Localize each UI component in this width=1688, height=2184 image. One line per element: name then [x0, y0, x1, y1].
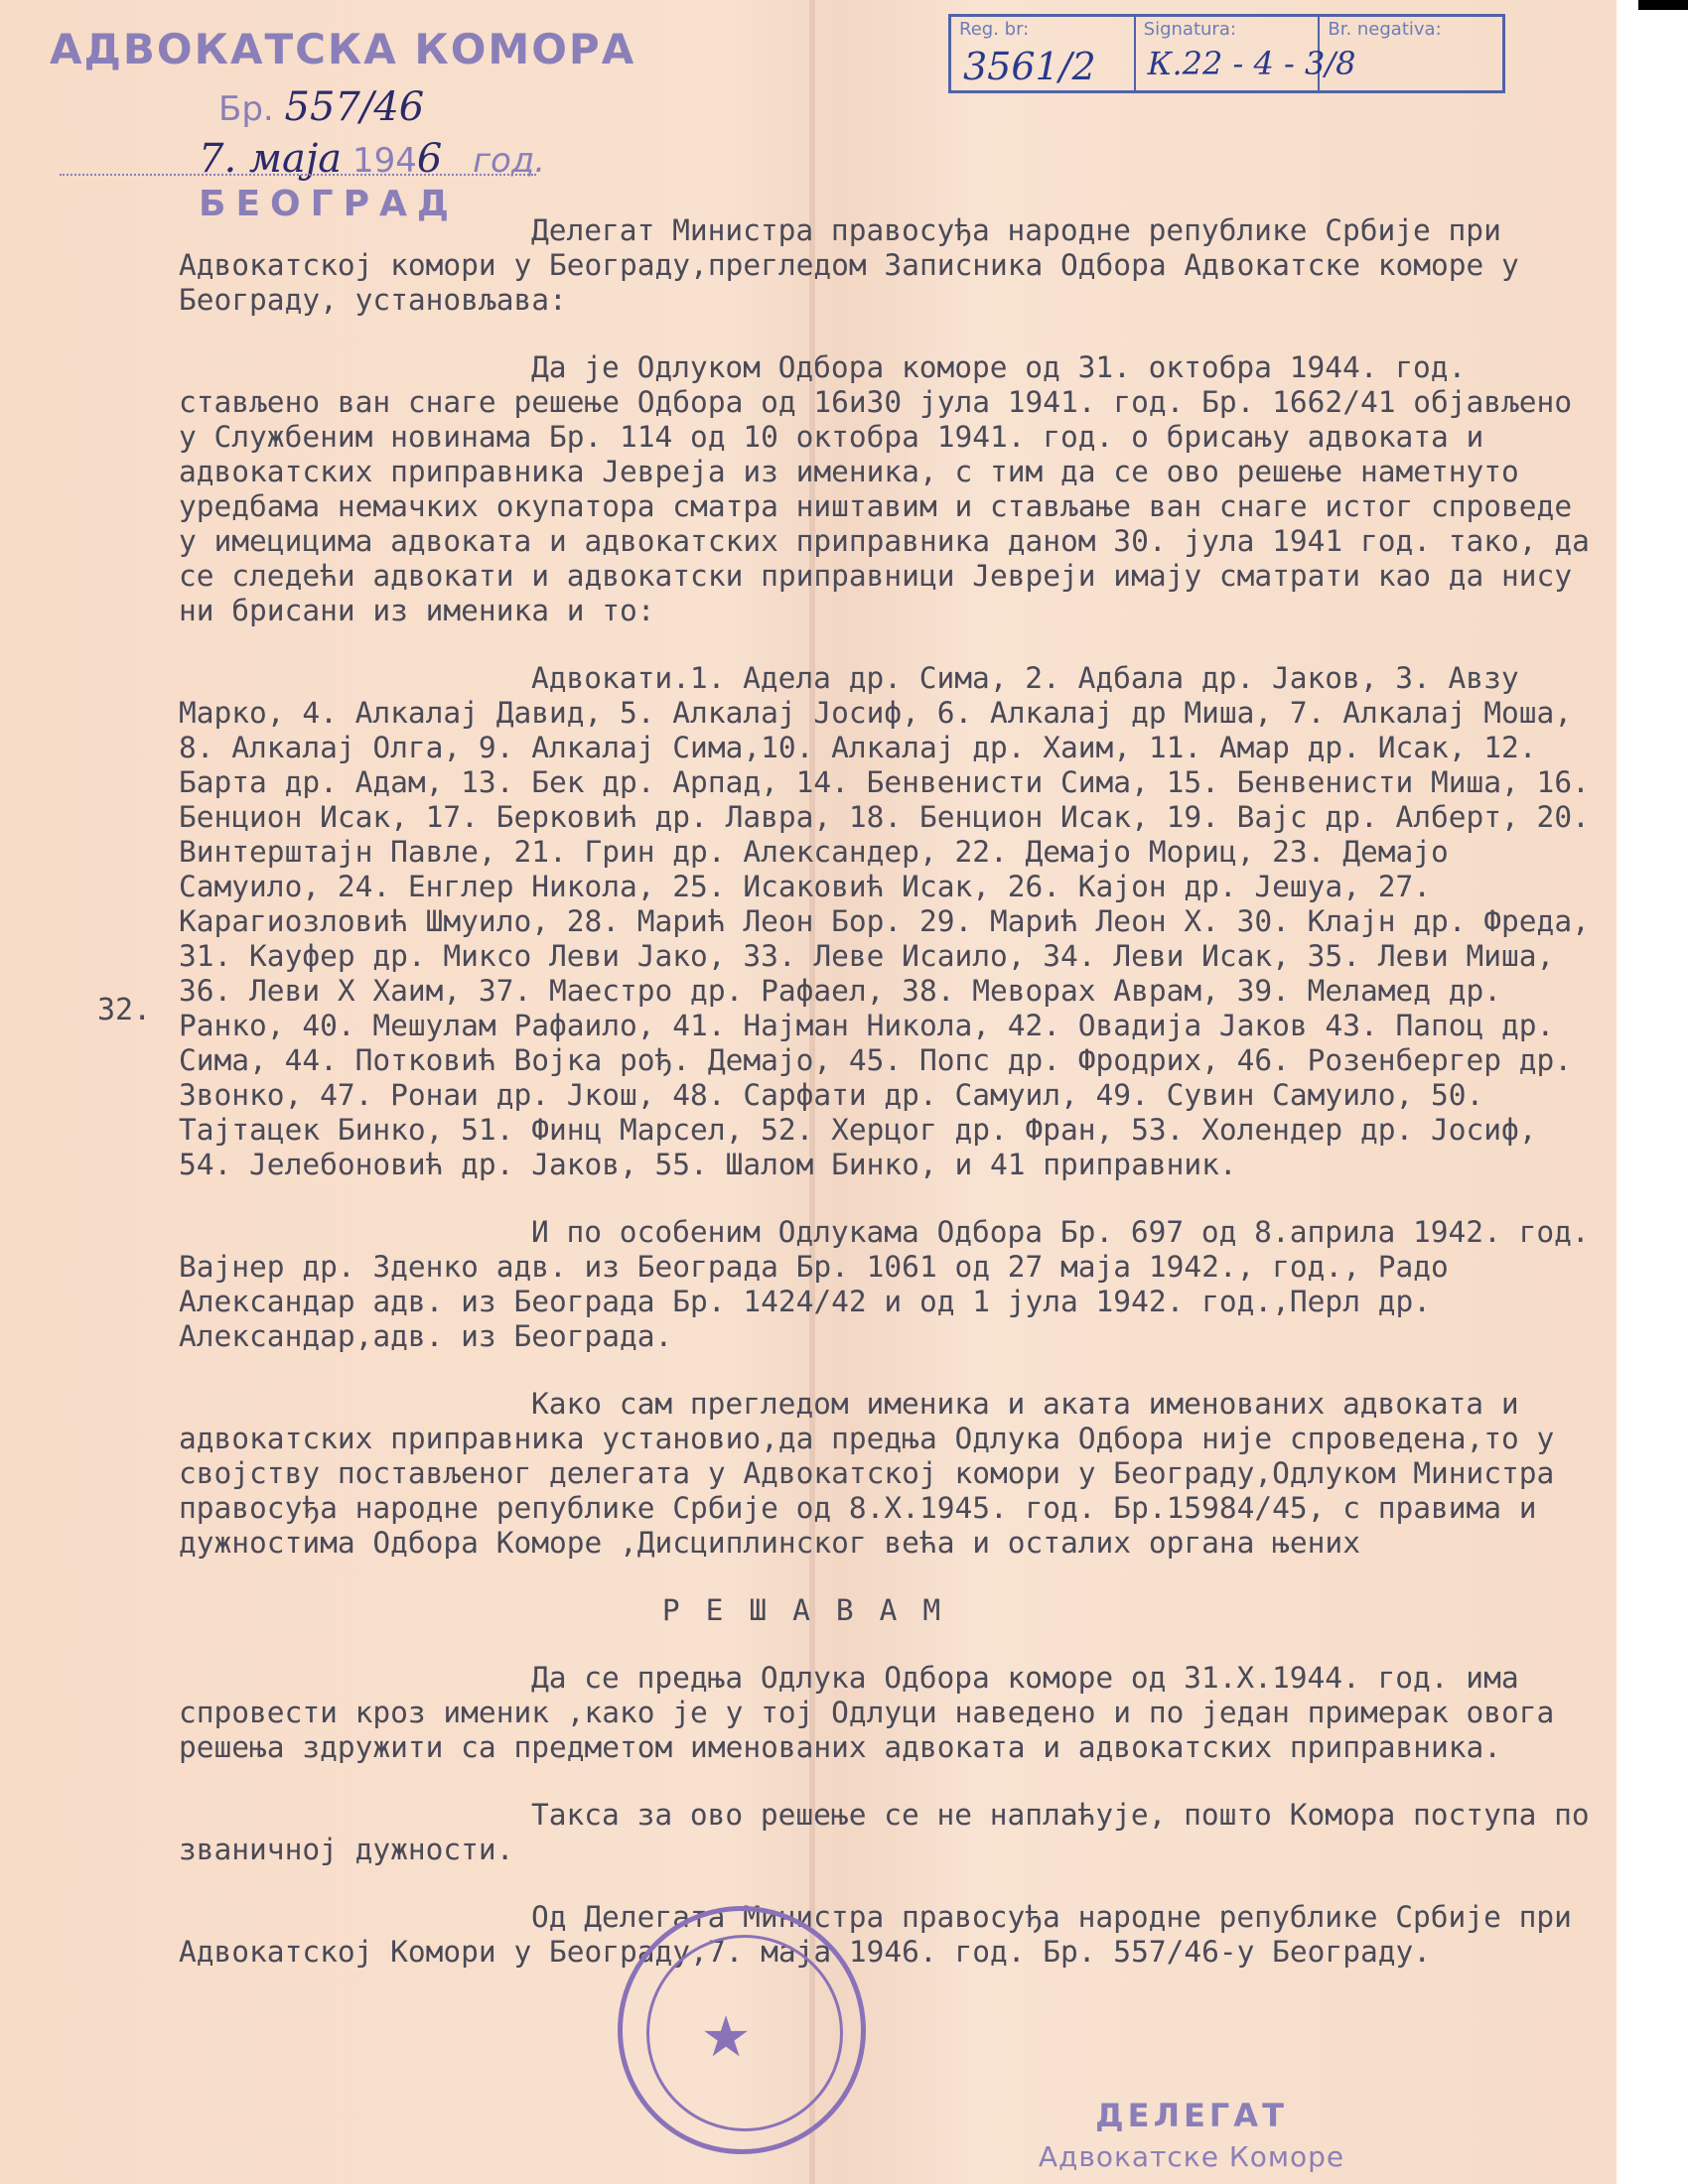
round-seal-stamp — [618, 1906, 866, 2154]
registry-value-reg: 3561/2 — [963, 45, 1096, 88]
header-stamp — [50, 25, 636, 224]
header-stamp-year-suffix: год. — [473, 141, 546, 181]
header-stamp-city: БЕОГРАД — [199, 184, 459, 224]
scan-edge-mark — [1638, 0, 1688, 10]
signature-stamp — [993, 2097, 1390, 2173]
signature-stamp-subtitle: Адвокатске Коморе — [1038, 2140, 1345, 2173]
registry-box — [948, 14, 1505, 93]
registry-label-signature: Signatura: — [1143, 19, 1236, 40]
star-icon: ★ — [702, 1983, 751, 2076]
body-paragraph-6: Такса за ово решење се не наплаћује, пошто Комора поступа по званичној дужности. — [179, 1798, 1590, 1866]
registry-cell-reg — [951, 17, 1136, 90]
body-paragraph-3: И по особеним Одлукама Одбора Бр. 697 од 8.априла 1942. год. Вајнер др. Зденко адв. из Београда Бр. 1061 од 27 маја 1942., год., Радо Александар адв. из Београда Бр. 1424/42 и од 1 јула 1942. год.,Перл др. Александар,адв. из Београда. — [179, 1215, 1590, 1353]
body-paragraph-1: Да је Одлуком Одбора коморе од 31. октобра 1944. год. стављено ван снаге решење Одбора од 16и30 јула 1941. год. Бр. 1662/41 објављено у Службеним новинама Бр. 114 од 10 октобра 1941. год. о брисању адвоката и адвокатских приправника Јевреја из именика, с тим да се ово решење наметнуто уредбама немачких окупатора сматра ништавим и стављање ван снаге истог спроведе у имецицима адвоката и адвокатских приправника даном 30. јула 1941 год. тако, да се следећи адвокати и адвокатски приправници Јевреји имају сматрати као да нису ни брисани из именика и то: — [179, 350, 1590, 627]
header-stamp-number-row — [218, 84, 424, 130]
body-heading: РЕШАВАМ — [661, 1593, 967, 1627]
registry-cell-signature — [1136, 17, 1356, 90]
registry-label-negative: Br. negativa: — [1328, 19, 1442, 40]
signature-stamp-title: ДЕЛЕГАТ — [1095, 2097, 1288, 2134]
header-stamp-name: АДВОКАТСКА КОМОРА — [50, 25, 636, 73]
registry-label-reg: Reg. br: — [959, 19, 1030, 40]
header-stamp-date: 7. маја — [199, 136, 343, 182]
body-paragraph-2: Адвокати.1. Адела др. Сима, 2. Адбала др. Јаков, 3. Авзу Марко, 4. Алкалај Давид, 5. Алкалај Јосиф, 6. Алкалај др Миша, 7. Алкалај Моша, 8. Алкалај Олга, 9. Алкалај Сима,10. Алкалај др. Хаим, 11. Амар др. Исак, 12. Барта др. Адам, 13. Бек др. Арпад, 14. Бенвенисти Сима, 15. Бенвенисти Миша, 16. Бенцион Исак, 17. Берковић др. Лавра, 18. Бенцион Исак, 19. Вајс др. Алберт, 20. Винтерштајн Павле, 21. Грин др. Александер, 22. Демајо Мориц, 23. Демајо Самуило, 24. Енглер Никола, 25. Исаковић Исак, 26. Кајон др. Јешуа, 27. Карагиозловић Шмуило, 28. Марић Леон Бор. 29. Марић Леон Х. 30. Клајн др. Фреда, 31. Кауфер др. Миксо Леви Јако, 33. Леве Исаило, 34. Леви Исак, 35. Леви Миша, 36. Леви Х Хаим, 37. Маестро др. Рафаел, 38. Меворах Аврам, 39. Меламед др. Ранко, 40. Мешулам Рафаило, 41. Најман Никола, 42. Овадија Јаков 43. Папоц др. Сима, 44. Потковић Војка рођ. Демајо, 45. Попс др. Фродрих, 46. Розенбергер др. Звонко, 47. Ронаи др. Јкош, 48. Сарфати др. Самуил, 49. Сувин Самуило, 50. Тајтацек Бинко, 51. Финц Марсел, 52. Херцог др. Фран, 53. Холендер др. Јосиф, 54. Јелебоновић др. Јаков, 55. Шалом Бинко, и 41 приправник. — [179, 661, 1590, 1181]
scan-edge — [1617, 0, 1688, 2184]
header-stamp-rule — [60, 174, 536, 176]
registry-value-signature: К.22 - 4 - 3/8 — [1147, 45, 1356, 82]
header-stamp-year-prefix: 194 — [352, 141, 417, 181]
body-paragraph-7: Од Делегата Министра правосуђа народне републике Србије при Адвокатској Комори у Београду,7. маја 1946. год. Бр. 557/46-у Београду. — [179, 1900, 1572, 1969]
header-stamp-year: 6 — [416, 136, 443, 182]
registry-cell-negative — [1320, 17, 1502, 90]
body-paragraph-5: Да се предња Одлука Одбора коморе од 31.X.1944. год. има спровести кроз именик ,како је у тој Одлуци наведено и по један примерак овога решења здружити са предметом именованих адвоката и адвокатских приправника. — [179, 1661, 1555, 1764]
header-stamp-number-prefix: Бр. — [218, 89, 274, 129]
document-body — [179, 213, 1599, 1970]
margin-note: 32. — [97, 993, 152, 1027]
body-paragraph-4: Како сам прегледом именика и аката именованих адвоката и адвокатских приправника установио,да предња Одлука Одбора није спроведена,то у својству постављеног делегата у Адвокатској комори у Београду,Одлуком Министра правосуђа народне републике Србије од 8.X.1945. год. Бр.15984/45, с правима и дужностима Одбора Коморе ,Дисциплинског већа и осталих органа њених — [179, 1387, 1555, 1560]
body-intro: Делегат Министра правосуђа народне републике Србије при Адвокатској комори у Београду,прегледом Записника Одбора Адвокатске коморе у Београду, установљава: — [179, 213, 1519, 317]
header-stamp-number: 557/46 — [284, 84, 425, 130]
